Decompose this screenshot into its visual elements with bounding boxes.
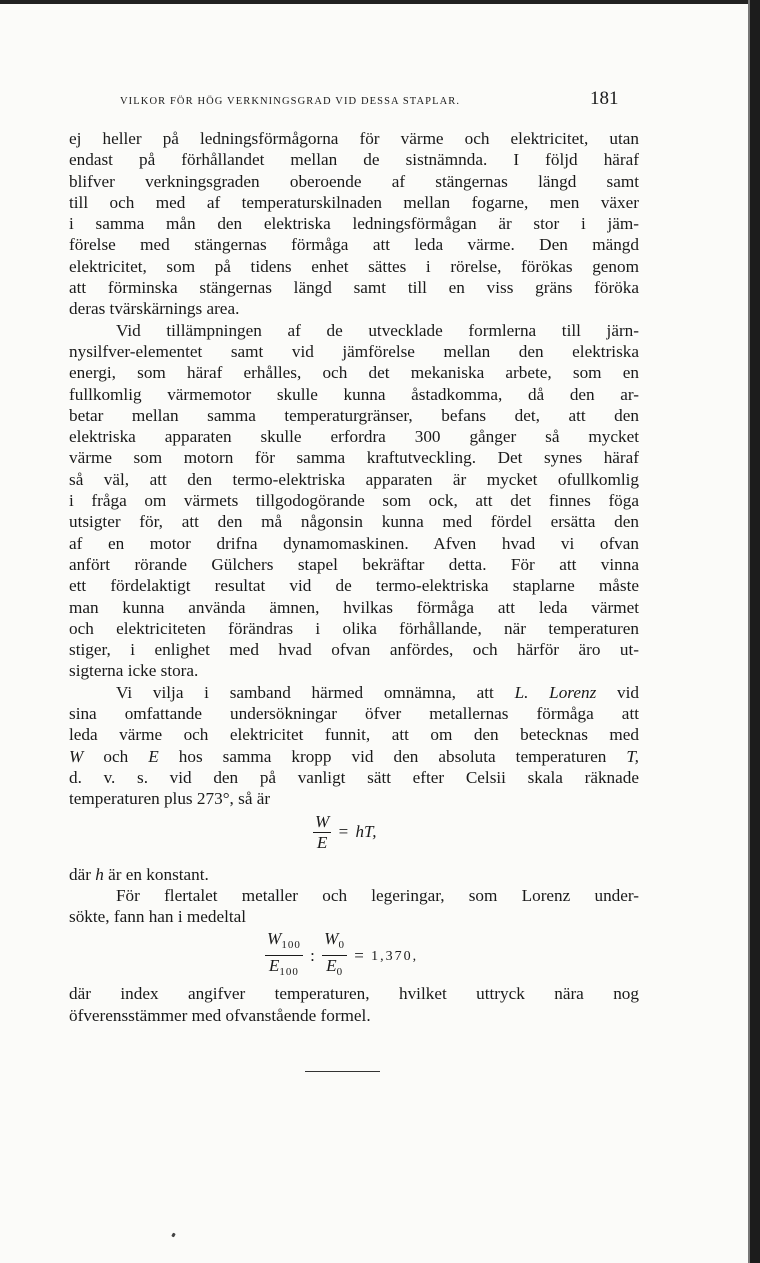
text-line: man kunna använda ämnen, hvilkas förmåga att leda värmet [69,597,639,617]
formula-rhs [356,821,377,842]
text-line: ej heller på ledningsförmågorna för värme och elektricitet, utan [69,129,639,148]
text-line [69,864,639,885]
paragraph-3 [69,682,639,810]
fraction-numerator: W [315,811,330,831]
text-line: anfört rörande Gülchers stapel bekräftar detta. För att vinna [69,554,639,574]
text-fragment: och [83,746,149,766]
text-line: öfverensstämmer med ofvanstående formel. [69,1005,371,1025]
section-end-rule [305,1071,380,1072]
text-line: För flertalet metaller och legeringar, som Lorenz under- [116,885,639,905]
scan-border-right [750,0,760,1263]
equals-sign: = [338,822,349,842]
paragraph-constant [69,864,639,885]
fraction-numerator [265,929,303,956]
text-line: deras tvärskärnings area. [69,299,240,319]
text-fragment: Vi vilja i samband härmed omnämna, att [116,682,515,702]
text-line: Vid tillämpningen af de utvecklade formlerna till järn- [116,320,639,340]
math-symbol: T, [626,746,639,766]
text-line [69,682,639,703]
paragraph-5 [69,983,639,1026]
formula-ratio [69,927,639,983]
math-symbol: W [69,746,84,766]
paragraph-2 [69,320,639,682]
text-line: och elektriciteten förändras i olika förhållande, när temperaturen [69,618,639,638]
subscript: 0 [336,966,344,979]
body-text [69,128,639,1026]
text-fragment: är en konstant. [103,864,209,884]
formula-rhs-value: 1,370, [371,949,419,965]
text-line: till och med af temperaturskilnaden mellan fogarne, men växer [69,192,639,212]
text-line: utsigter för, att den må någonsin kunna med fördel ersätta den [69,512,639,532]
author-name: L. Lorenz [514,682,597,702]
text-line: elektriska apparaten skulle erfordra 300 gånger så mycket [69,427,639,447]
formula-w-over-e [69,810,639,864]
text-line: ett fördelaktigt resultat vid de termo-elektriska staplarne måste [69,576,639,596]
paragraph-1 [69,128,639,320]
text-line: af en motor drifna dynamomaskinen. Afven hvad vi ofvan [69,533,639,553]
math-symbol: E [148,746,159,766]
text-line: elektricitet, som på tidens enhet sättes i rörelse, förökas genom [69,256,639,276]
math-symbol: E [326,956,337,976]
text-line: att förminska stängernas längd samt till en viss gräns föröka [69,278,639,298]
text-line: fullkomlig värmemotor skulle kunna åstadkomma, då den ar- [69,384,639,404]
scan-border-top [0,0,760,4]
text-fragment: där [69,864,96,884]
paragraph-4 [69,885,639,928]
text-line: förelse med stängernas förmåga att leda värme. Den mängd [69,235,639,255]
text-line: d. v. s. vid den på vanligt sätt efter Celsii skala räknade [69,767,639,787]
text-line: temperaturen plus 273°, så är [69,789,271,809]
ratio-sign: : [310,946,315,966]
fraction-0 [322,929,347,982]
text-line: i fråga om värmets tillgodogörande som ock, att det finnes föga [69,491,639,511]
text-line: värme som motorn för samma kraftutveckling. Det synes häraf [69,448,639,468]
subscript: 100 [281,939,301,952]
formula-rhs [371,944,418,967]
text-line: stiger, i enlighet med hvad ofvan anfördes, och härför äro ut- [69,640,639,660]
text-fragment: hos samma kropp vid den absoluta temperaturen [158,746,627,766]
text-line: betar mellan samma temperaturgränser, befans det, att den [69,405,639,425]
subscript: 100 [279,966,299,979]
text-line: endast på förhållandet mellan de sistnämnda. I följd häraf [69,150,639,170]
fraction-numerator [322,929,347,956]
text-line: så väl, att den termo-elektriska apparaten är mycket ofullkomlig [69,469,639,489]
equals-sign: = [354,946,364,966]
running-head: VILKOR FÖR HÖG VERKNINGSGRAD VID DESSA STAPLAR. [120,96,461,107]
fraction-denominator [322,956,347,982]
math-symbol: W [324,929,339,949]
text-line: sökte, fann han i medeltal [69,907,247,927]
math-symbol: E [268,956,280,976]
text-line: där index angifver temperaturen, hvilket uttryck nära nog [69,984,639,1004]
fraction-100 [265,929,303,982]
page-number: 181 [590,88,619,109]
text-line: leda värme och elektricitet funnit, att om den betecknas med [69,725,639,745]
scan-speck [171,1233,176,1238]
subscript: 0 [338,939,345,952]
math-symbol: h [95,864,104,884]
page-header [120,88,620,116]
text-line [69,746,639,767]
fraction-denominator: E [316,832,328,852]
text-line: i samma mån den elektriska ledningsförmågan är stor i jäm- [69,214,639,234]
fraction-denominator [265,956,303,982]
math-symbol: W [267,929,282,949]
text-line: sigterna icke stora. [69,661,199,681]
formula-rhs-text: hT, [355,822,377,842]
text-fragment: vid [596,682,639,702]
text-line: energi, som häraf erhålles, och det mekaniska arbete, som en [69,363,639,383]
text-line: nysilfver-elementet samt vid jämförelse mellan den elektriska [69,341,639,361]
text-line: blifver verkningsgraden oberoende af stängernas längd samt [69,171,639,191]
text-line: sina omfattande undersökningar öfver metallernas förmåga att [69,704,639,724]
fraction [313,812,331,853]
